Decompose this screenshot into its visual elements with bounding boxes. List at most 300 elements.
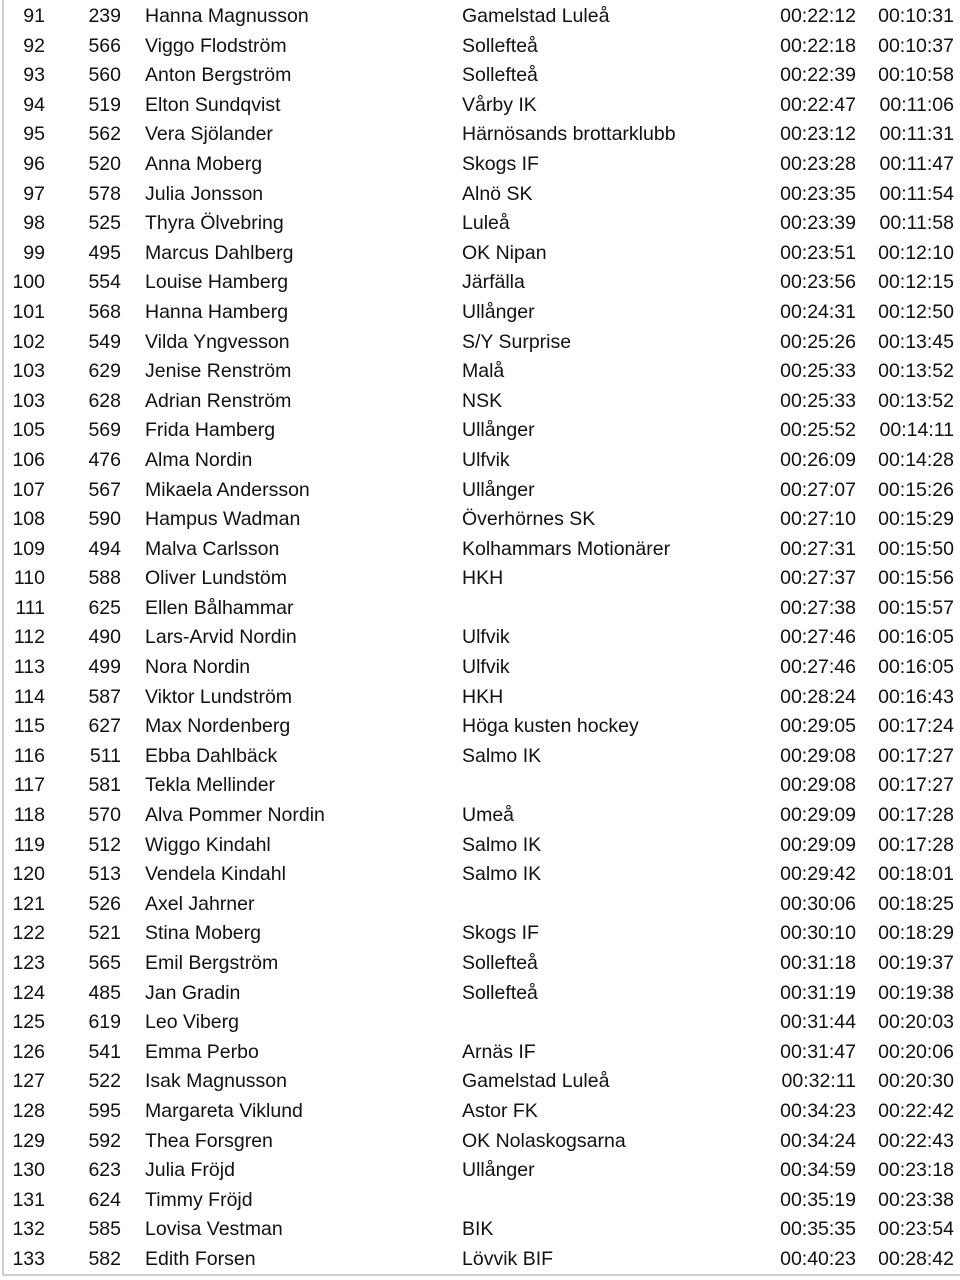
bib-cell: 628: [88, 389, 121, 412]
time-behind-cell: 00:16:05: [878, 656, 954, 679]
time-behind-cell: 00:12:50: [878, 300, 954, 323]
name-cell: Mikaela Andersson: [145, 478, 310, 501]
table-row: [0, 860, 960, 890]
time-behind-cell: 00:18:01: [878, 863, 954, 886]
time-cell: 00:25:26: [780, 330, 856, 353]
time-cell: 00:34:23: [780, 1099, 856, 1122]
table-row: [0, 742, 960, 772]
table-row: [0, 771, 960, 801]
place-cell: 103: [12, 389, 45, 412]
time-behind-cell: 00:18:25: [878, 892, 954, 915]
place-cell: 128: [12, 1099, 45, 1122]
name-cell: Thyra Ölvebring: [145, 212, 284, 235]
time-behind-cell: 00:14:11: [879, 419, 954, 442]
bib-cell: 619: [88, 1011, 121, 1034]
name-cell: Viktor Lundström: [145, 685, 293, 708]
bib-cell: 567: [88, 478, 121, 501]
table-row: [0, 623, 960, 653]
place-cell: 121: [12, 892, 45, 915]
name-cell: Hanna Hamberg: [145, 300, 289, 323]
place-cell: 99: [23, 241, 45, 264]
place-cell: 117: [13, 774, 45, 797]
name-cell: Julia Fröjd: [145, 1159, 235, 1182]
club-cell: Ullånger: [462, 419, 535, 442]
club-cell: Alnö SK: [462, 182, 533, 205]
place-cell: 132: [12, 1218, 45, 1241]
bib-cell: 562: [88, 123, 121, 146]
time-cell: 00:27:37: [780, 567, 856, 590]
club-cell: Astor FK: [462, 1099, 538, 1122]
place-cell: 122: [12, 922, 45, 945]
bib-cell: 526: [88, 892, 121, 915]
time-behind-cell: 00:13:52: [878, 360, 954, 383]
name-cell: Thea Forsgren: [145, 1129, 273, 1152]
time-behind-cell: 00:17:28: [878, 833, 954, 856]
club-cell: Umeå: [462, 804, 515, 827]
time-behind-cell: 00:28:42: [878, 1247, 954, 1270]
club-cell: Ullånger: [462, 1159, 535, 1182]
bib-cell: 494: [88, 537, 121, 560]
club-cell: S/Y Surprise: [462, 330, 572, 353]
name-cell: Emil Bergström: [145, 952, 279, 974]
club-cell: BIK: [462, 1218, 494, 1241]
name-cell: Hanna Magnusson: [145, 5, 309, 27]
table-row: [0, 1127, 960, 1157]
time-behind-cell: 00:17:28: [878, 804, 954, 827]
bib-cell: 499: [88, 656, 121, 679]
place-cell: 105: [12, 419, 45, 442]
bib-cell: 569: [88, 419, 121, 442]
time-cell: 00:25:33: [780, 360, 856, 383]
club-cell: Härnösands brottarklubb: [462, 123, 676, 146]
name-cell: Vilda Yngvesson: [145, 330, 290, 353]
place-cell: 102: [12, 330, 45, 353]
time-behind-cell: 00:16:05: [878, 626, 954, 649]
time-behind-cell: 00:15:50: [878, 537, 954, 560]
club-cell: Skogs IF: [462, 922, 539, 945]
place-cell: 97: [23, 182, 45, 205]
bib-cell: 511: [89, 744, 121, 767]
club-cell: Kolhammars Motionärer: [462, 537, 671, 560]
bib-cell: 592: [88, 1129, 121, 1152]
place-cell: 113: [13, 656, 45, 679]
name-cell: Leo Viberg: [145, 1011, 239, 1034]
club-cell: Ullånger: [462, 300, 535, 323]
place-cell: 94: [23, 93, 45, 116]
place-cell: 110: [13, 567, 45, 590]
name-cell: Julia Jonsson: [145, 182, 264, 205]
bib-cell: 588: [88, 567, 121, 590]
club-cell: Salmo IK: [462, 744, 542, 767]
name-cell: Edith Forsen: [145, 1247, 256, 1270]
time-behind-cell: 00:12:15: [878, 271, 954, 294]
place-cell: 125: [12, 1011, 45, 1034]
bib-cell: 513: [88, 863, 121, 886]
bib-cell: 239: [88, 5, 121, 27]
place-cell: 100: [12, 271, 45, 294]
bib-cell: 512: [88, 833, 121, 856]
time-cell: 00:23:56: [780, 271, 856, 294]
place-cell: 124: [12, 981, 45, 1004]
time-cell: 00:29:09: [780, 804, 856, 827]
bib-cell: 629: [88, 360, 121, 383]
table-row: [0, 1067, 960, 1097]
time-cell: 00:26:09: [780, 448, 856, 471]
table-row: [0, 801, 960, 831]
table-row: [0, 919, 960, 949]
name-cell: Ebba Dahlbäck: [145, 744, 278, 767]
place-cell: 131: [12, 1188, 45, 1211]
club-cell: Höga kusten hockey: [462, 715, 639, 738]
name-cell: Hampus Wadman: [145, 508, 301, 531]
time-behind-cell: 00:15:56: [878, 567, 954, 590]
time-cell: 00:34:59: [780, 1159, 856, 1182]
place-cell: 92: [23, 34, 45, 57]
time-behind-cell: 00:17:24: [878, 715, 954, 738]
table-row: [0, 476, 960, 506]
bib-cell: 554: [88, 271, 121, 294]
time-behind-cell: 00:11:47: [879, 152, 954, 175]
name-cell: Timmy Fröjd: [145, 1188, 253, 1211]
name-cell: Malva Carlsson: [145, 537, 280, 560]
bib-cell: 582: [88, 1247, 121, 1270]
place-cell: 133: [12, 1247, 45, 1270]
time-behind-cell: 00:15:26: [878, 478, 954, 501]
time-behind-cell: 00:10:31: [878, 5, 954, 27]
club-cell: Malå: [462, 360, 505, 383]
table-row: [0, 61, 960, 91]
name-cell: Tekla Mellinder: [145, 774, 276, 797]
club-cell: [462, 594, 752, 624]
time-cell: 00:22:47: [780, 93, 856, 116]
place-cell: 123: [12, 952, 45, 974]
name-cell: Axel Jahrner: [145, 892, 255, 915]
club-cell: [462, 890, 752, 920]
place-cell: 108: [12, 508, 45, 531]
place-cell: 129: [12, 1129, 45, 1152]
table-row: [0, 298, 960, 328]
time-cell: 00:25:52: [780, 419, 856, 442]
time-behind-cell: 00:22:43: [878, 1129, 954, 1152]
time-behind-cell: 00:11:06: [879, 93, 954, 116]
name-cell: Louise Hamberg: [145, 271, 289, 294]
time-behind-cell: 00:22:42: [878, 1099, 954, 1122]
place-cell: 127: [12, 1070, 45, 1093]
bib-cell: 570: [88, 804, 121, 827]
time-behind-cell: 00:19:37: [878, 952, 954, 974]
name-cell: Emma Perbo: [145, 1040, 259, 1063]
place-cell: 120: [12, 863, 45, 886]
time-cell: 00:29:42: [780, 863, 856, 886]
table-row: [0, 209, 960, 239]
time-cell: 00:23:12: [780, 123, 856, 146]
table-row: [0, 535, 960, 565]
club-cell: Arnäs IF: [462, 1040, 536, 1063]
time-behind-cell: 00:11:58: [879, 212, 954, 235]
place-cell: 106: [12, 448, 45, 471]
club-cell: Sollefteå: [462, 981, 538, 1004]
table-row: [0, 949, 960, 979]
time-cell: 00:40:23: [780, 1247, 856, 1270]
bib-cell: 520: [88, 152, 121, 175]
club-cell: Ulfvik: [462, 626, 510, 649]
table-row: [0, 979, 960, 1009]
club-cell: OK Nolaskogsarna: [462, 1129, 626, 1152]
time-cell: 00:23:51: [780, 241, 856, 264]
table-row: [0, 1008, 960, 1038]
time-cell: 00:30:10: [780, 922, 856, 945]
table-row: [0, 505, 960, 535]
place-cell: 103: [12, 360, 45, 383]
bib-cell: 625: [88, 596, 121, 619]
time-behind-cell: 00:20:03: [878, 1011, 954, 1034]
time-behind-cell: 00:13:52: [878, 389, 954, 412]
time-behind-cell: 00:17:27: [878, 774, 954, 797]
results-table-body: [0, 2, 960, 1275]
bib-cell: 549: [88, 330, 121, 353]
club-cell: Lövvik BIF: [462, 1247, 554, 1270]
time-behind-cell: 00:12:10: [878, 241, 954, 264]
time-behind-cell: 00:11:31: [879, 123, 954, 146]
name-cell: Frida Hamberg: [145, 419, 276, 442]
time-cell: 00:27:10: [780, 508, 856, 531]
table-row: [0, 180, 960, 210]
time-cell: 00:31:44: [780, 1011, 856, 1034]
name-cell: Vendela Kindahl: [145, 863, 286, 886]
table-row: [0, 239, 960, 269]
bib-cell: 560: [88, 64, 121, 87]
time-cell: 00:23:35: [780, 182, 856, 205]
name-cell: Viggo Flodström: [145, 34, 287, 57]
club-cell: Vårby IK: [462, 93, 537, 116]
table-row: [0, 2, 960, 32]
time-behind-cell: 00:23:18: [878, 1159, 954, 1182]
time-cell: 00:29:05: [780, 715, 856, 738]
club-cell: NSK: [462, 389, 503, 412]
table-row: [0, 387, 960, 417]
name-cell: Nora Nordin: [145, 656, 251, 679]
time-cell: 00:35:19: [780, 1188, 856, 1211]
name-cell: Stina Moberg: [145, 922, 261, 945]
club-cell: Järfälla: [462, 271, 525, 294]
table-row: [0, 564, 960, 594]
club-cell: Salmo IK: [462, 863, 542, 886]
club-cell: Salmo IK: [462, 833, 542, 856]
table-row: [0, 328, 960, 358]
name-cell: Alma Nordin: [145, 448, 253, 471]
table-row: [0, 91, 960, 121]
time-cell: 00:29:08: [780, 744, 856, 767]
table-row: [0, 32, 960, 62]
club-cell: Sollefteå: [462, 952, 538, 974]
time-cell: 00:24:31: [780, 300, 856, 323]
time-behind-cell: 00:17:27: [878, 744, 954, 767]
time-cell: 00:30:06: [780, 892, 856, 915]
bib-cell: 521: [88, 922, 121, 945]
time-behind-cell: 00:14:28: [878, 448, 954, 471]
bib-cell: 590: [88, 508, 121, 531]
place-cell: 93: [23, 64, 45, 87]
table-row: [0, 120, 960, 150]
name-cell: Adrian Renström: [145, 389, 292, 412]
table-row: [0, 1097, 960, 1127]
time-behind-cell: 00:10:37: [878, 34, 954, 57]
time-behind-cell: 00:23:38: [878, 1188, 954, 1211]
table-row: [0, 1215, 960, 1245]
bib-cell: 522: [88, 1070, 121, 1093]
time-cell: 00:29:09: [780, 833, 856, 856]
bib-cell: 566: [88, 34, 121, 57]
time-cell: 00:22:12: [780, 5, 856, 27]
club-cell: Luleå: [462, 212, 510, 235]
name-cell: Lovisa Vestman: [145, 1218, 283, 1241]
time-cell: 00:31:19: [780, 981, 856, 1004]
table-row: [0, 1038, 960, 1068]
time-cell: 00:27:46: [780, 656, 856, 679]
bib-cell: 490: [88, 626, 121, 649]
time-behind-cell: 00:20:30: [878, 1070, 954, 1093]
time-behind-cell: 00:23:54: [878, 1218, 954, 1241]
time-behind-cell: 00:15:29: [878, 508, 954, 531]
bib-cell: 485: [88, 981, 121, 1004]
place-cell: 116: [13, 744, 45, 767]
bib-cell: 587: [88, 685, 121, 708]
time-cell: 00:22:18: [780, 34, 856, 57]
table-row: [0, 1156, 960, 1186]
club-cell: [462, 1186, 752, 1216]
bib-cell: 623: [88, 1159, 121, 1182]
time-behind-cell: 00:18:29: [878, 922, 954, 945]
place-cell: 109: [12, 537, 45, 560]
name-cell: Isak Magnusson: [145, 1070, 287, 1093]
club-cell: [462, 771, 752, 801]
time-cell: 00:23:28: [780, 152, 856, 175]
table-row: [0, 890, 960, 920]
name-cell: Elton Sundqvist: [145, 93, 281, 116]
bib-cell: 495: [88, 241, 121, 264]
club-cell: Ulfvik: [462, 448, 510, 471]
bib-cell: 525: [88, 212, 121, 235]
name-cell: Marcus Dahlberg: [145, 241, 294, 264]
time-behind-cell: 00:10:58: [878, 64, 954, 87]
time-cell: 00:23:39: [780, 212, 856, 235]
time-cell: 00:35:35: [780, 1218, 856, 1241]
time-cell: 00:27:46: [780, 626, 856, 649]
time-cell: 00:25:33: [780, 389, 856, 412]
table-row: [0, 1245, 960, 1275]
bib-cell: 581: [88, 774, 121, 797]
time-behind-cell: 00:11:54: [879, 182, 954, 205]
table-row: [0, 831, 960, 861]
club-cell: HKH: [462, 567, 504, 590]
name-cell: Anna Moberg: [145, 152, 263, 175]
table-row: [0, 653, 960, 683]
time-cell: 00:27:38: [780, 596, 856, 619]
time-cell: 00:29:08: [780, 774, 856, 797]
time-cell: 00:27:31: [780, 537, 856, 560]
name-cell: Jenise Renström: [145, 360, 292, 383]
place-cell: 130: [12, 1159, 45, 1182]
bib-cell: 519: [88, 93, 121, 116]
time-behind-cell: 00:19:38: [878, 981, 954, 1004]
place-cell: 112: [13, 626, 45, 649]
club-cell: Gamelstad Luleå: [462, 5, 610, 27]
name-cell: Max Nordenberg: [145, 715, 291, 738]
name-cell: Ellen Bålhammar: [145, 596, 294, 619]
club-cell: Gamelstad Luleå: [462, 1070, 610, 1093]
table-row: [0, 268, 960, 298]
club-cell: Ulfvik: [462, 656, 510, 679]
club-cell: HKH: [462, 685, 504, 708]
time-cell: 00:34:24: [780, 1129, 856, 1152]
table-row: [0, 357, 960, 387]
time-behind-cell: 00:16:43: [878, 685, 954, 708]
place-cell: 114: [13, 685, 45, 708]
club-cell: Sollefteå: [462, 34, 538, 57]
table-row: [0, 150, 960, 180]
name-cell: Anton Bergström: [145, 64, 292, 87]
time-cell: 00:22:39: [780, 64, 856, 87]
time-behind-cell: 00:13:45: [878, 330, 954, 353]
club-cell: OK Nipan: [462, 241, 547, 264]
time-cell: 00:32:11: [781, 1070, 856, 1093]
bib-cell: 595: [88, 1099, 121, 1122]
bib-cell: 627: [88, 715, 121, 738]
place-cell: 107: [12, 478, 45, 501]
place-cell: 98: [23, 212, 45, 235]
place-cell: 101: [12, 300, 45, 323]
time-cell: 00:27:07: [780, 478, 856, 501]
table-row: [0, 1186, 960, 1216]
club-cell: Överhörnes SK: [462, 508, 596, 531]
bib-cell: 624: [88, 1188, 121, 1211]
time-cell: 00:31:18: [780, 952, 856, 974]
name-cell: Oliver Lundstöm: [145, 567, 287, 590]
name-cell: Wiggo Kindahl: [145, 833, 271, 856]
place-cell: 91: [23, 5, 45, 27]
time-cell: 00:31:47: [780, 1040, 856, 1063]
time-behind-cell: 00:20:06: [878, 1040, 954, 1063]
bib-cell: 476: [88, 448, 121, 471]
place-cell: 111: [15, 596, 45, 619]
club-cell: Skogs IF: [462, 152, 539, 175]
name-cell: Jan Gradin: [145, 981, 241, 1004]
results-table: [0, 2, 960, 1275]
place-cell: 119: [13, 833, 45, 856]
bib-cell: 565: [88, 952, 121, 974]
place-cell: 96: [23, 152, 45, 175]
table-row: [0, 594, 960, 624]
table-row: [0, 416, 960, 446]
club-cell: [462, 1008, 752, 1038]
table-row: [0, 446, 960, 476]
name-cell: Alva Pommer Nordin: [145, 804, 325, 827]
bib-cell: 585: [88, 1218, 121, 1241]
time-behind-cell: 00:15:57: [878, 596, 954, 619]
table-row: [0, 683, 960, 713]
name-cell: Margareta Viklund: [145, 1099, 303, 1122]
bib-cell: 568: [88, 300, 121, 323]
club-cell: Ullånger: [462, 478, 535, 501]
name-cell: Lars-Arvid Nordin: [145, 626, 297, 649]
bib-cell: 578: [88, 182, 121, 205]
place-cell: 95: [23, 123, 45, 146]
table-row: [0, 712, 960, 742]
time-cell: 00:28:24: [780, 685, 856, 708]
name-cell: Vera Sjölander: [145, 123, 273, 146]
place-cell: 118: [13, 804, 45, 827]
place-cell: 115: [13, 715, 45, 738]
